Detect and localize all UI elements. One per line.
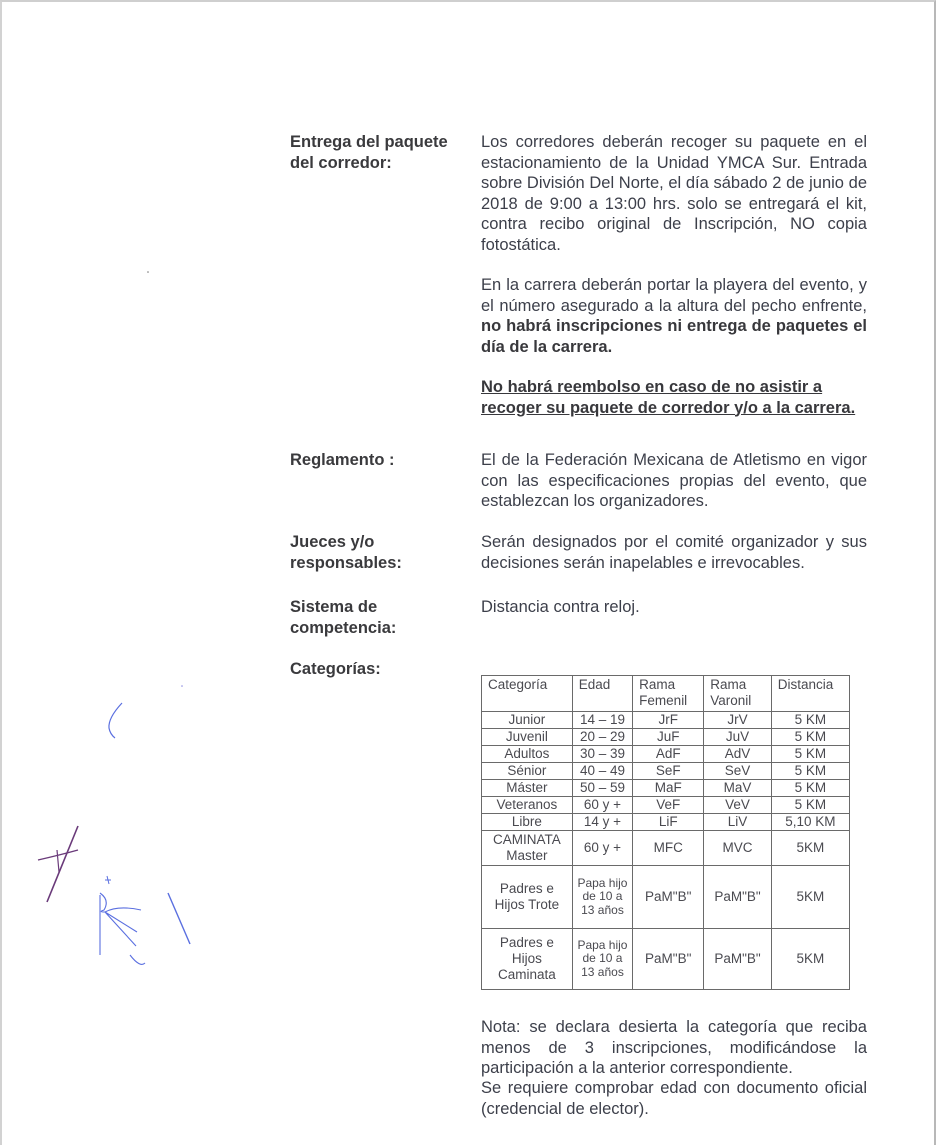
cell-rama-varonil: PaM"B" xyxy=(704,929,772,990)
cell-distancia: 5KM xyxy=(771,929,849,990)
cell-edad: 50 – 59 xyxy=(572,780,632,797)
cell-edad: 40 – 49 xyxy=(572,763,632,780)
signature-cross-mark xyxy=(47,826,78,902)
cell-rama-femenil: MaF xyxy=(633,780,704,797)
text-portar-playera-normal: En la carrera deberán portar la playera del evento, y el número asegurado a la altura del pecho enfrente, xyxy=(481,276,867,315)
cell-edad: 20 – 29 xyxy=(572,729,632,746)
cell-categoria: Máster xyxy=(482,780,573,797)
cell-rama-femenil: SeF xyxy=(633,763,704,780)
cell-distancia: 5KM xyxy=(771,831,849,866)
cell-rama-varonil: JuV xyxy=(704,729,772,746)
cell-edad: 60 y + xyxy=(572,831,632,866)
text-reglamento: El de la Federación Mexicana de Atletismo en vigor con las especificaciones propias del evento, que establezcan los organizadores. xyxy=(481,451,867,510)
signature-cross-stem xyxy=(57,850,59,872)
cell-rama-femenil: VeF xyxy=(633,797,704,814)
cell-rama-varonil: VeV xyxy=(704,797,772,814)
signature-tail xyxy=(130,955,145,964)
text-no-inscripciones: no habrá inscripciones ni entrega de paquetes el día de la carrera. xyxy=(481,317,867,356)
cell-categoria: Padres e Hijos Trote xyxy=(482,866,573,929)
ink-speck xyxy=(181,685,183,687)
label-entrega-paquete: Entrega del paquete del corredor: xyxy=(290,133,448,172)
cell-rama-varonil: LiV xyxy=(704,814,772,831)
cell-categoria: Veteranos xyxy=(482,797,573,814)
cell-rama-femenil: PaM"B" xyxy=(633,866,704,929)
cell-rama-varonil: SeV xyxy=(704,763,772,780)
cell-distancia: 5 KM xyxy=(771,797,849,814)
signature-initials xyxy=(100,893,141,955)
text-requisito-edad: Se requiere comprobar edad con documento oficial (credencial de elector). xyxy=(481,1079,867,1118)
cell-distancia: 5 KM xyxy=(771,746,849,763)
header-edad: Edad xyxy=(572,676,632,712)
cell-rama-varonil: MVC xyxy=(704,831,772,866)
cell-rama-femenil: LiF xyxy=(633,814,704,831)
label-categorias: Categorías: xyxy=(290,660,381,678)
cell-rama-varonil: MaV xyxy=(704,780,772,797)
ink-dot-mark xyxy=(105,876,111,884)
cell-edad: Papa hijo de 10 a 13 años xyxy=(572,929,632,990)
cell-distancia: 5 KM xyxy=(771,729,849,746)
cell-distancia: 5,10 KM xyxy=(771,814,849,831)
header-distancia: Distancia xyxy=(771,676,849,712)
cell-rama-femenil: JrF xyxy=(633,712,704,729)
cell-distancia: 5KM xyxy=(771,866,849,929)
header-rama-femenil: Rama Femenil xyxy=(633,676,704,712)
label-sistema-competencia: Sistema de competencia: xyxy=(290,598,397,637)
cell-edad: 30 – 39 xyxy=(572,746,632,763)
cell-categoria: Junior xyxy=(482,712,573,729)
header-rama-varonil: Rama Varonil xyxy=(704,676,772,712)
cell-edad: 14 – 19 xyxy=(572,712,632,729)
cell-categoria: Libre xyxy=(482,814,573,831)
label-jueces: Jueces y/o responsables: xyxy=(290,533,402,572)
cell-rama-varonil: AdV xyxy=(704,746,772,763)
cell-rama-varonil: PaM"B" xyxy=(704,866,772,929)
text-sistema-competencia: Distancia contra reloj. xyxy=(481,598,640,616)
cell-rama-varonil: JrV xyxy=(704,712,772,729)
cell-distancia: 5 KM xyxy=(771,712,849,729)
cell-categoria: Juvenil xyxy=(482,729,573,746)
cell-rama-femenil: MFC xyxy=(633,831,704,866)
cell-categoria: Sénior xyxy=(482,763,573,780)
cell-rama-femenil: PaM"B" xyxy=(633,929,704,990)
cell-distancia: 5 KM xyxy=(771,780,849,797)
cell-distancia: 5 KM xyxy=(771,763,849,780)
header-categoria: Categoría xyxy=(482,676,573,712)
text-entrega-paquete: Los corredores deberán recoger su paquete en el estacionamiento de la Unidad YMCA Sur. Entrada sobre División Del Norte, el día sábado 2 de junio de 2018 de 9:00 a 13:00 hrs. solo se entregará el kit, contra recibo original de Inscripción, NO copia fotostática. xyxy=(481,133,867,254)
cell-rama-femenil: JuF xyxy=(633,729,704,746)
text-jueces: Serán designados por el comité organizador y sus decisiones serán inapelables e irrevocables. xyxy=(481,533,867,572)
text-nota-desierta: Nota: se declara desierta la categoría que reciba menos de 3 inscripciones, modificándose la participación a la anterior correspondiente. xyxy=(481,1018,867,1077)
cell-categoria: CAMINATA Master xyxy=(482,831,573,866)
cell-edad: 14 y + xyxy=(572,814,632,831)
ink-speck xyxy=(147,271,149,273)
signature-slash xyxy=(168,893,190,944)
cell-categoria: Adultos xyxy=(482,746,573,763)
cell-rama-femenil: AdF xyxy=(633,746,704,763)
ink-arc-mark xyxy=(109,703,122,738)
cell-categoria: Padres e Hijos Caminata xyxy=(482,929,573,990)
cell-edad: Papa hijo de 10 a 13 años xyxy=(572,866,632,929)
text-no-reembolso: No habrá reembolso en caso de no asistir a recoger su paquete de corredor y/o a la carrera. xyxy=(481,378,856,417)
label-reglamento: Reglamento : xyxy=(290,451,395,469)
cell-edad: 60 y + xyxy=(572,797,632,814)
